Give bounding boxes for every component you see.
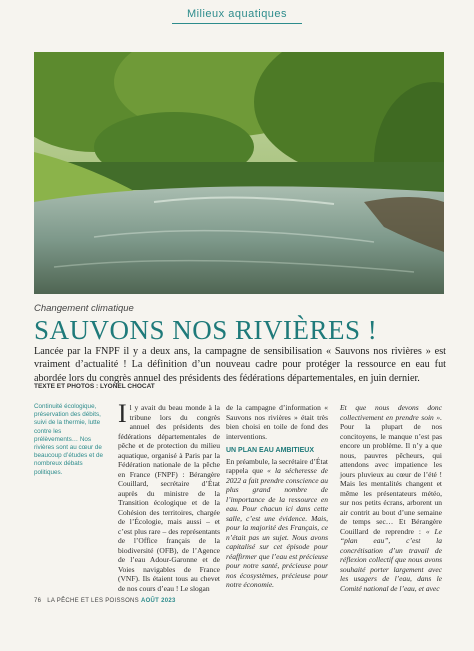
- section-tag-rule: [172, 23, 302, 24]
- photo-caption: Continuité écologique, préservation des débits, suivi de la thermie, lutte contre les prélèvements… Nos rivières sont au cœur de beaucoup d’études et de nombreux débats politiques.: [34, 403, 103, 476]
- page-footer: [34, 598, 176, 604]
- article-column-3: [340, 403, 442, 593]
- column-3-quote-b: « Le “plan eau”, c’est la concrétisation d’un travail de réflexion collectif que nous avons souhaité porter largement avec les usagers de l’eau, dans le Comité national de l’eau, et avec: [340, 526, 442, 593]
- article-column-2: [226, 403, 328, 590]
- river-photo: [34, 52, 444, 294]
- column-1-text: l y avait du beau monde à la tribune lors du congrès annuel des présidents des fédérations départementales de pêche et de protection du milieu aquatique, organisé à Paris par la Fédération nationale de la pêche en France (FNPF) : Bérangère Couillard, secrétaire d’État auprès du ministre de la Transition écologique et de la Cohésion des territoires, chargée de l’Écologie, mais aussi – et c’est plus rare – des représentants de l’Office français de la biodiversité (OFB), de l’Agence de l’eau Adour-Garonne et de Voies navigables de France (VNF). Ils étaient tous au chevet de nos cours d’eau ! Le slogan: [118, 403, 220, 593]
- article-kicker: Changement climatique: [34, 303, 134, 314]
- drop-cap: I: [118, 399, 127, 428]
- page-number: 76: [34, 598, 42, 604]
- column-3-text: Pour la plupart de nos concitoyens, le manque n’est pas encore un problème. Il n’y a que nous, pauvres pêcheurs, qui attendons avec impatience les jours pluvieux au cœur de l’été ! Mais les mentalités changent et même les présentateurs météo, sur nos petits écrans, arborent un air contrit au bout d’une semaine de temps sec… Et Bérangère Couillard de reprendre :: [340, 422, 442, 536]
- article-headline: SAUVONS NOS RIVIÈRES !: [34, 315, 378, 345]
- column-3-quote-a: Et que nous devons donc collectivement en prendre soin ».: [340, 403, 442, 422]
- section-tag: [0, 8, 474, 24]
- column-2-quote: « la sécheresse de 2022 a fait prendre conscience au plus grand nombre de l’importance de la ressource en eau. Pour chacun ici dans cette salle, c’est une évidence. Mais, pour la majorité des Français, ce n’était pas un sujet. Nous avons capitalisé sur cet épisode pour réaffirmer que l’eau est précieuse pour notre santé, précieuse pour nos écosystèmes, précieuse pour notre économie.: [226, 466, 328, 589]
- column-2-text-a: de la campagne d’information « Sauvons nos rivières » était très bien choisi en toile de fond des interventions.: [226, 403, 328, 441]
- river-photo-illustration: [34, 52, 444, 294]
- magazine-name: LA PÊCHE ET LES POISSONS: [47, 598, 139, 604]
- column-2-text-b: En préambule, la secrétaire d’État rappela que: [226, 456, 328, 475]
- article-credit: TEXTE ET PHOTOS : LYONEL CHOCAT: [34, 383, 155, 390]
- article-column-1: [118, 399, 220, 593]
- issue-date: AOÛT 2023: [140, 598, 176, 604]
- article-lede: Lancée par la FNPF il y a deux ans, la campagne de sensibilisation « Sauvons nos rivières » est vraiment d’actualité ! La définition d’un nouveau cadre pour protéger la ressource en eau fut abordée lors du congrès annuel des présidents des fédérations départementales, en juin dernier.: [34, 346, 446, 384]
- section-tag-label: Milieux aquatiques: [186, 8, 288, 20]
- article-subhead: UN PLAN EAU AMBITIEUX: [226, 447, 315, 454]
